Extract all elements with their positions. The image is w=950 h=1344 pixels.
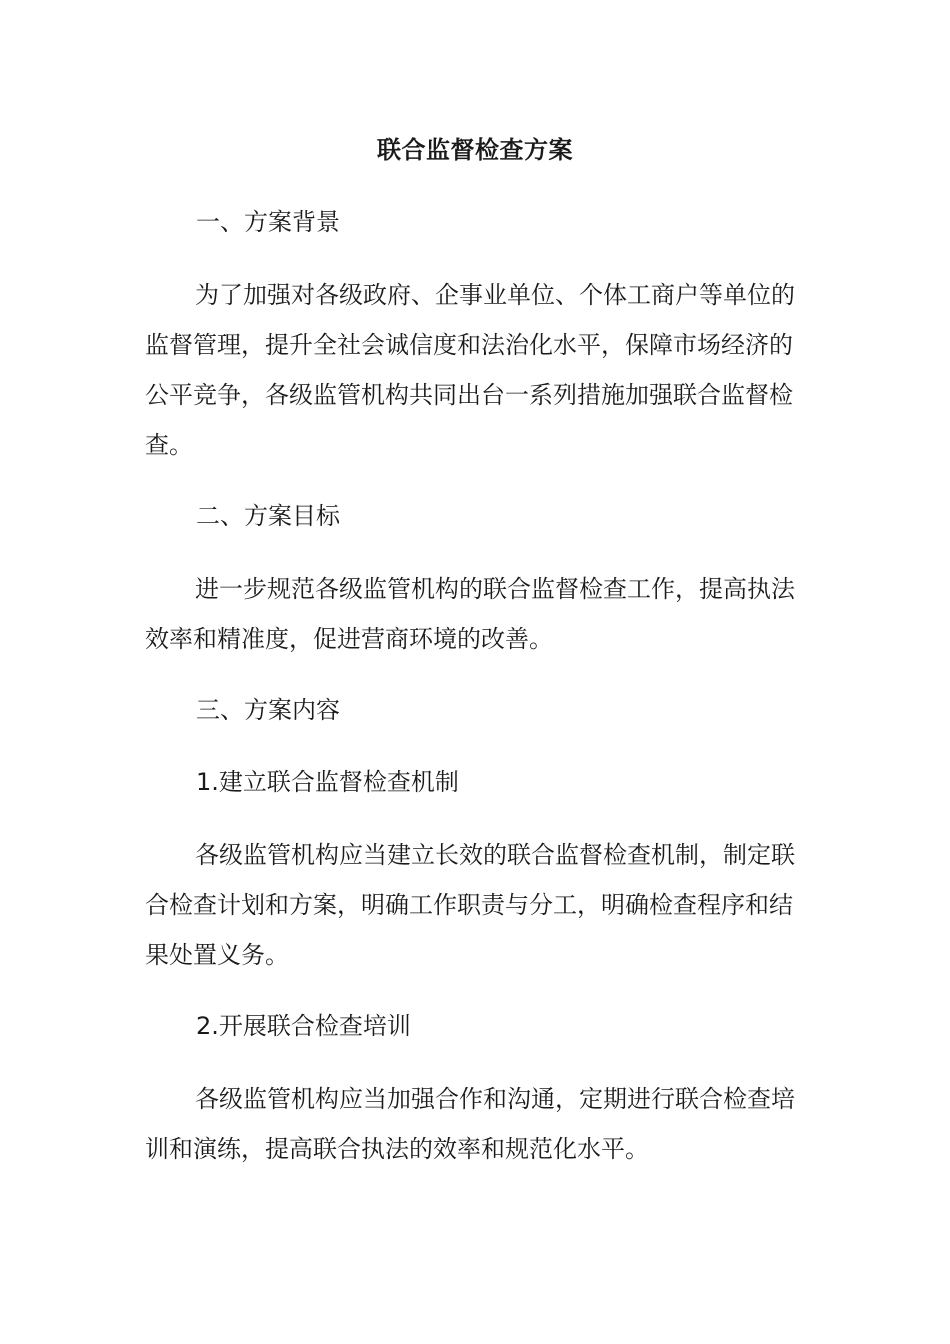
paragraph-training: 各级监管机构应当加强合作和沟通，定期进行联合检查培训和演练，提高联合执法的效率和规范化水平。 — [145, 1085, 795, 1163]
section-heading-content: 三、方案内容 — [196, 696, 340, 724]
paragraph-mechanism: 各级监管机构应当建立长效的联合监督检查机制，制定联合检查计划和方案，明确工作职责与分工，明确检查程序和结果处置义务。 — [145, 841, 795, 969]
subsection-heading-training: 2.开展联合检查培训 — [196, 1012, 411, 1040]
paragraph-goal: 进一步规范各级监管机构的联合监督检查工作，提高执法效率和精准度，促进营商环境的改善。 — [145, 575, 795, 653]
document-title: 联合监督检查方案 — [377, 136, 573, 164]
section-heading-goal: 二、方案目标 — [196, 502, 340, 530]
subsection-heading-mechanism: 1.建立联合监督检查机制 — [196, 768, 459, 796]
section-heading-background: 一、方案背景 — [196, 208, 340, 236]
paragraph-background: 为了加强对各级政府、企事业单位、个体工商户等单位的监督管理，提升全社会诚信度和法治化水平，保障市场经济的公平竞争，各级监管机构共同出台一系列措施加强联合监督检查。 — [145, 281, 795, 459]
